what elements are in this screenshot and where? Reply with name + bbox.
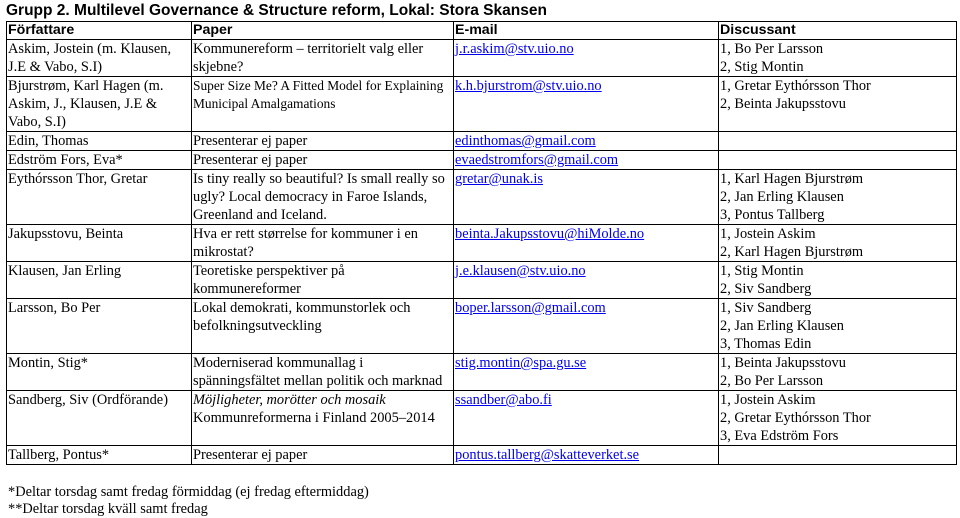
email-link[interactable]: stig.montin@spa.gu.se <box>455 355 587 371</box>
paper-cell: Teoretiske perspektiver på kommunereformer <box>192 262 454 299</box>
email-cell <box>454 170 719 225</box>
paper-cell: Kommunereform – territorielt valg eller skjebne? <box>192 40 454 77</box>
discussant-entry: 3, Pontus Tallberg <box>720 207 825 223</box>
discussant-entry: 1, Bo Per Larsson <box>720 41 824 57</box>
footnote: *Deltar torsdag samt fredag förmiddag (ej fredag eftermiddag) <box>8 484 369 500</box>
email-link[interactable]: gretar@unak.is <box>455 171 543 187</box>
email-cell <box>454 299 719 354</box>
header-email: E-mail <box>454 22 719 40</box>
table-row <box>7 354 957 391</box>
discussant-entry: 2, Jan Erling Klausen <box>720 318 844 334</box>
discussant-entry: 1, Siv Sandberg <box>720 300 812 316</box>
author-cell: Tallberg, Pontus* <box>7 446 192 465</box>
author-cell: Askim, Jostein (m. Klausen, J.E & Vabo, S.I) <box>7 40 192 77</box>
table-row <box>7 262 957 299</box>
paper-cell: Presenterar ej paper <box>192 132 454 151</box>
discussant-cell <box>719 354 957 391</box>
table-header-row <box>7 22 957 40</box>
discussant-entry: 2, Karl Hagen Bjurstrøm <box>720 244 864 260</box>
footnote: **Deltar torsdag kväll samt fredag <box>8 501 208 517</box>
email-link[interactable]: j.e.klausen@stv.uio.no <box>455 263 586 279</box>
paper-cell <box>192 391 454 446</box>
discussant-cell <box>719 225 957 262</box>
paper-cell: Presenterar ej paper <box>192 151 454 170</box>
discussant-entry: 2, Beinta Jakupsstovu <box>720 96 846 112</box>
email-cell <box>454 40 719 77</box>
author-cell: Edström Fors, Eva* <box>7 151 192 170</box>
email-link[interactable]: pontus.tallberg@skatteverket.se <box>455 447 640 463</box>
discussant-cell <box>719 40 957 77</box>
discussant-cell <box>719 299 957 354</box>
discussant-entry: 1, Stig Montin <box>720 263 804 279</box>
email-cell <box>454 77 719 132</box>
discussant-entry: 1, Jostein Askim <box>720 392 816 408</box>
table-row <box>7 225 957 262</box>
discussant-entry: 2, Gretar Eythórsson Thor <box>720 410 871 426</box>
table-row <box>7 151 957 170</box>
discussant-cell <box>719 151 957 170</box>
discussant-entry: 1, Beinta Jakupsstovu <box>720 355 846 371</box>
author-cell: Jakupsstovu, Beinta <box>7 225 192 262</box>
email-link[interactable]: j.r.askim@stv.uio.no <box>455 41 574 57</box>
discussant-entry: 3, Thomas Edin <box>720 336 812 352</box>
table-row <box>7 77 957 132</box>
author-cell: Montin, Stig* <box>7 354 192 391</box>
discussant-entry: 1, Gretar Eythórsson Thor <box>720 78 871 94</box>
discussant-cell <box>719 391 957 446</box>
table-row <box>7 170 957 225</box>
email-link[interactable]: beinta.Jakupsstovu@hiMolde.no <box>455 226 645 242</box>
discussant-entry: 2, Bo Per Larsson <box>720 373 824 389</box>
author-cell: Eythórsson Thor, Gretar <box>7 170 192 225</box>
discussant-entry: 1, Karl Hagen Bjurstrøm <box>720 171 864 187</box>
paper-title: Kommunreformerna i Finland 2005–2014 <box>193 410 435 426</box>
table-row <box>7 40 957 77</box>
paper-cell: Presenterar ej paper <box>192 446 454 465</box>
header-discussant: Discussant <box>719 22 957 40</box>
author-cell: Sandberg, Siv (Ordförande) <box>7 391 192 446</box>
discussant-cell <box>719 77 957 132</box>
discussant-cell <box>719 132 957 151</box>
table-row <box>7 132 957 151</box>
paper-title-italic: Möjligheter, morötter och mosaik <box>193 392 386 408</box>
table-row <box>7 391 957 446</box>
email-cell <box>454 262 719 299</box>
page-title: Grupp 2. Multilevel Governance & Structure reform, Lokal: Stora Skansen <box>6 2 547 19</box>
email-link[interactable]: k.h.bjurstrom@stv.uio.no <box>455 78 602 94</box>
discussant-entry: 2, Stig Montin <box>720 59 804 75</box>
discussant-entry: 1, Jostein Askim <box>720 226 816 242</box>
email-cell <box>454 225 719 262</box>
email-cell <box>454 151 719 170</box>
email-cell <box>454 132 719 151</box>
paper-cell: Hva er rett størrelse for kommuner i en mikrostat? <box>192 225 454 262</box>
table-row <box>7 299 957 354</box>
footnotes <box>8 484 369 518</box>
email-link[interactable]: edinthomas@gmail.com <box>455 133 596 149</box>
author-cell: Edin, Thomas <box>7 132 192 151</box>
table-row <box>7 446 957 465</box>
discussant-entry: 3, Eva Edström Fors <box>720 428 839 444</box>
discussant-entry: 2, Jan Erling Klausen <box>720 189 844 205</box>
discussant-cell <box>719 170 957 225</box>
header-author: Författare <box>7 22 192 40</box>
email-cell <box>454 446 719 465</box>
paper-cell: Is tiny really so beautiful? Is small really so ugly? Local democracy in Faroe Islands, Greenland and Iceland. <box>192 170 454 225</box>
email-cell <box>454 354 719 391</box>
author-cell: Bjurstrøm, Karl Hagen (m. Askim, J., Klausen, J.E & Vabo, S.I) <box>7 77 192 132</box>
paper-cell: Super Size Me? A Fitted Model for Explaining Municipal Amalgamations <box>192 77 454 132</box>
email-link[interactable]: boper.larsson@gmail.com <box>455 300 606 316</box>
email-cell <box>454 391 719 446</box>
email-link[interactable]: evaedstromfors@gmail.com <box>455 152 619 168</box>
author-cell: Larsson, Bo Per <box>7 299 192 354</box>
discussant-entry: 2, Siv Sandberg <box>720 281 812 297</box>
discussant-cell <box>719 262 957 299</box>
paper-cell: Lokal demokrati, kommunstorlek och befolkningsutveckling <box>192 299 454 354</box>
session-table <box>6 21 957 465</box>
discussant-cell <box>719 446 957 465</box>
author-cell: Klausen, Jan Erling <box>7 262 192 299</box>
paper-cell: Moderniserad kommunallag i spänningsfältet mellan politik och marknad <box>192 354 454 391</box>
email-link[interactable]: ssandber@abo.fi <box>455 392 552 408</box>
header-paper: Paper <box>192 22 454 40</box>
table-body <box>7 40 957 465</box>
